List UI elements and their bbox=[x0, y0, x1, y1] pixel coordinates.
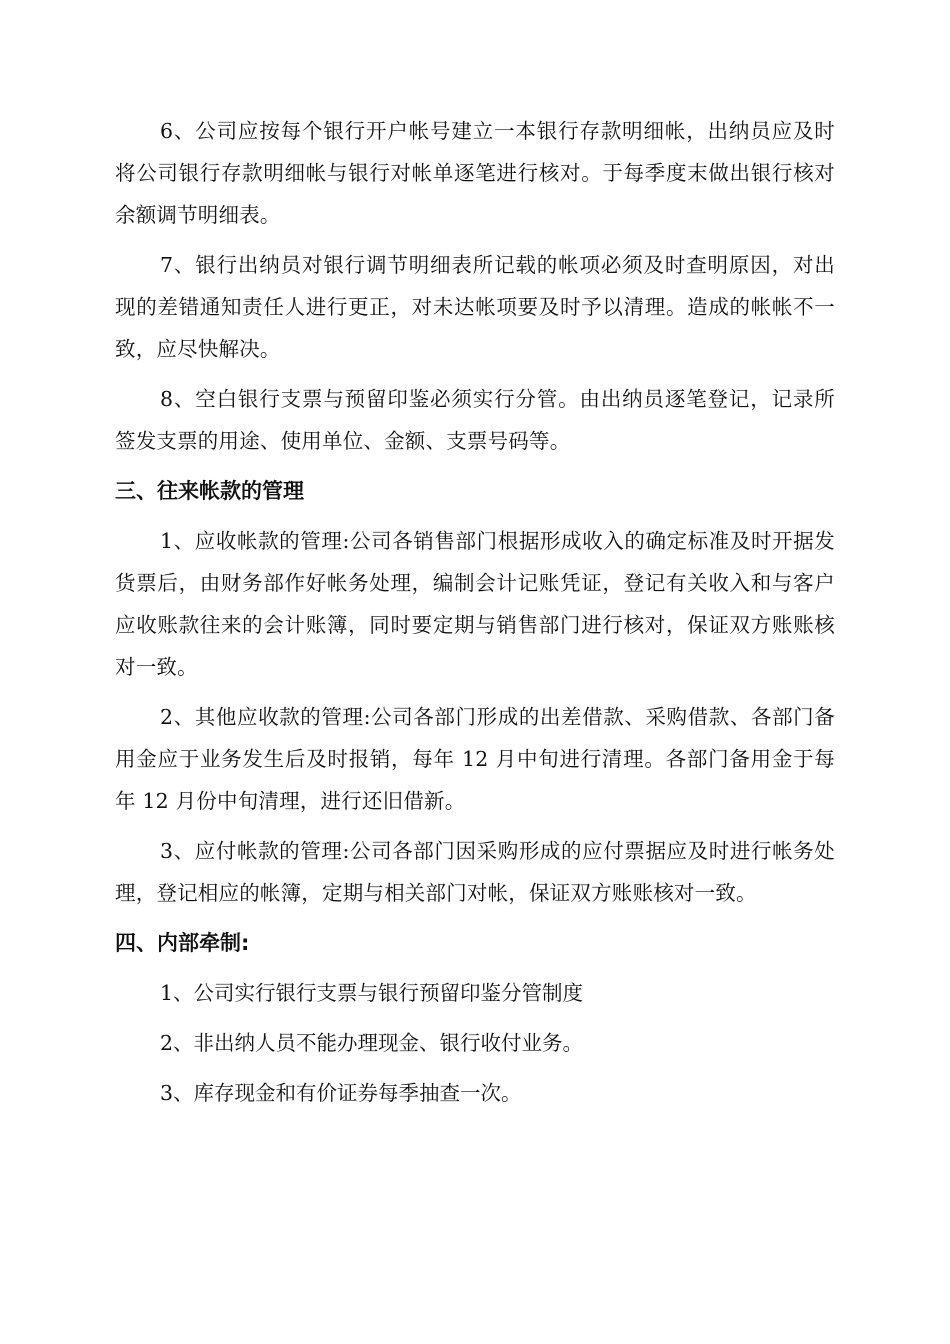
paragraph-bank-reconciliation: 7、银行出纳员对银行调节明细表所记载的帐项必须及时查明原因，对出现的差错通知责任人进行更正，对未达帐项要及时予以清理。造成的帐帐不一致，应尽快解决。 bbox=[115, 253, 835, 361]
section-heading-accounts: 三、往来帐款的管理 bbox=[115, 479, 304, 503]
paragraph-blank-checks: 8、空白银行支票与预留印鉴必须实行分管。由出纳员逐笔登记，记录所签发支票的用途、使用单位、金额、支票号码等。 bbox=[115, 387, 835, 453]
paragraph-bank-ledger: 6、公司应按每个银行开户帐号建立一本银行存款明细帐，出纳员应及时将公司银行存款明细帐与银行对帐单逐笔进行核对。于每季度末做出银行核对余额调节明细表。 bbox=[115, 119, 835, 227]
list-item: 3、库存现金和有价证券每季抽查一次。 bbox=[160, 1081, 522, 1105]
section-heading-internal-control: 四、内部牵制: bbox=[115, 931, 250, 955]
paragraph-other-receivables: 2、其他应收款的管理:公司各部门形成的出差借款、采购借款、各部门备用金应于业务发生后及时报销，每年 12 月中旬进行清理。各部门备用金于每年 12 月份中旬清理，进行还旧借新。 bbox=[115, 705, 835, 813]
paragraph-payables: 3、应付帐款的管理:公司各部门因采购形成的应付票据应及时进行帐务处理，登记相应的帐簿，定期与相关部门对帐，保证双方账账核对一致。 bbox=[115, 839, 835, 905]
list-item: 1、公司实行银行支票与银行预留印鉴分管制度 bbox=[160, 981, 584, 1005]
list-item: 2、非出纳人员不能办理现金、银行收付业务。 bbox=[160, 1031, 584, 1055]
document-page bbox=[115, 110, 835, 1122]
paragraph-receivables: 1、应收帐款的管理:公司各销售部门根据形成收入的确定标准及时开据发货票后，由财务部作好帐务处理，编制会计记账凭证，登记有关收入和与客户应收账款往来的会计账簿，同时要定期与销售部门进行核对，保证双方账账核对一致。 bbox=[115, 529, 835, 679]
